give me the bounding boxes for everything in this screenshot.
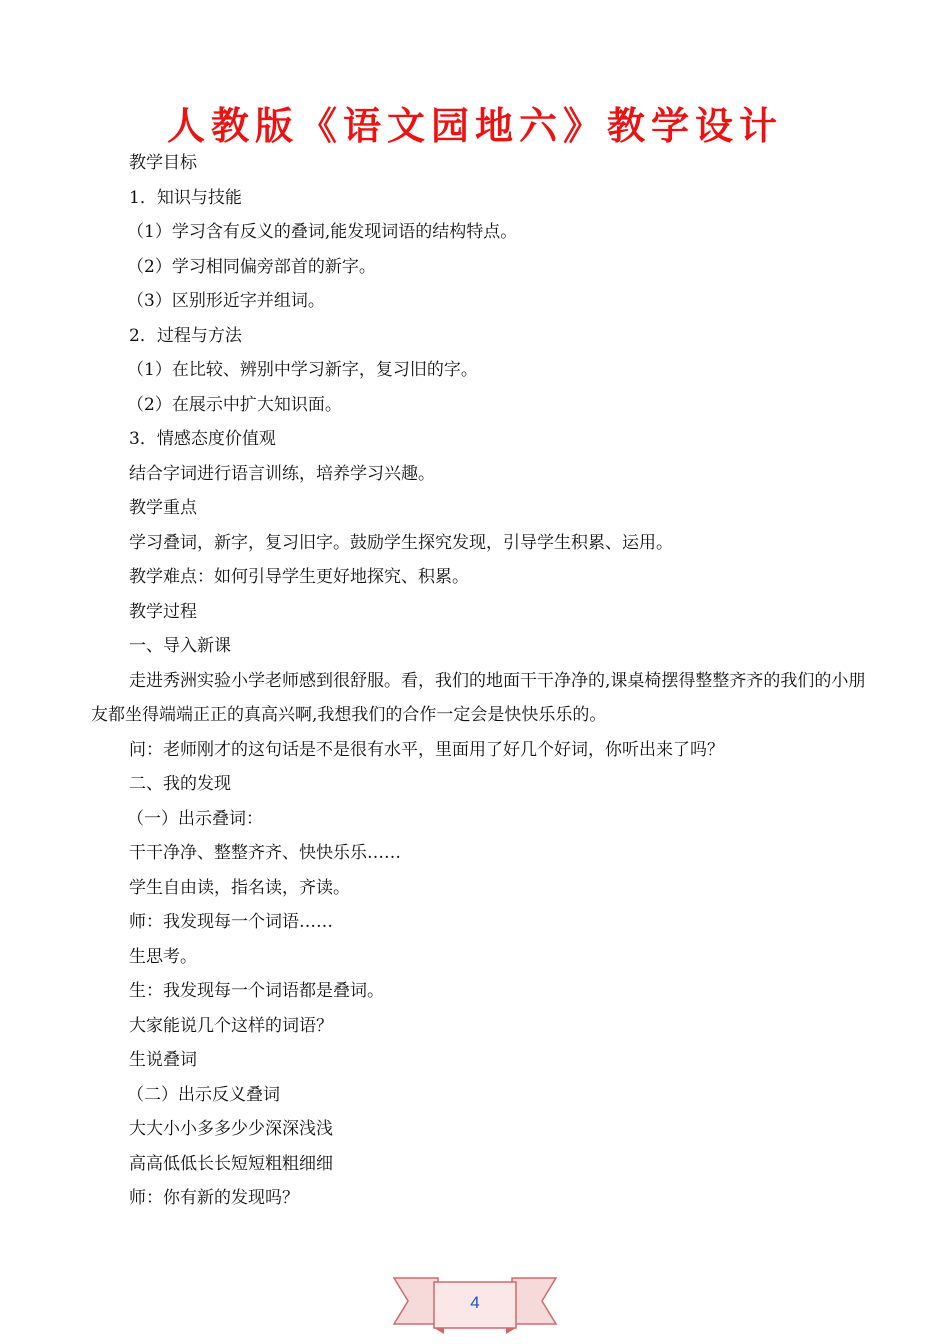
heading-teaching-goals: 教学目标 (129, 153, 197, 173)
goal-item: （1）学习含有反义的叠词,能发现词语的结构特点。 (127, 222, 518, 242)
paragraph: 结合字词进行语言训练，培养学习兴趣。 (129, 463, 435, 484)
heading-teaching-process: 教学过程 (129, 601, 197, 622)
page-number-ribbon (392, 1272, 558, 1334)
paragraph: 学习叠词，新字，复习旧字。鼓励学生探究发现，引导学生积累、运用。 (129, 532, 673, 553)
paragraph: 问：老师刚才的这句话是不是很有水平，里面用了好几个好词，你听出来了吗？ (129, 739, 724, 760)
subsection-heading: （一）出示叠词： (127, 808, 263, 829)
paragraph: 大大小小多多少少深深浅浅 (129, 1119, 333, 1139)
paragraph: 生：我发现每一个词语都是叠词。 (129, 981, 384, 1001)
heading-key-points: 教学重点 (129, 498, 197, 518)
paragraph: 师：你有新的发现吗？ (129, 1188, 299, 1208)
paragraph: 师：我发现每一个词语…… (129, 912, 333, 932)
page-number: 4 (470, 1293, 480, 1312)
paragraph: 干干净净、整整齐齐、快快乐乐…… (129, 843, 401, 863)
goal-item: （3）区别形近字并组词。 (127, 291, 325, 311)
section-heading-discovery: 二、我的发现 (129, 774, 231, 794)
goal-item: （2）学习相同偏旁部首的新字。 (127, 256, 376, 277)
goal-attitude-heading: 3．情感态度价值观 (129, 429, 276, 449)
goal-item: （1）在比较、辨别中学习新字，复习旧的字。 (127, 360, 478, 380)
paragraph: 大家能说几个这样的词语？ (129, 1015, 333, 1036)
goal-knowledge-heading: 1．知识与技能 (129, 187, 242, 208)
section-heading-intro: 一、导入新课 (129, 636, 231, 656)
paragraph: 生思考。 (129, 946, 197, 967)
paragraph: 高高低低长长短短粗粗细细 (129, 1153, 333, 1174)
subsection-heading: （二）出示反义叠词 (127, 1084, 280, 1105)
paragraph: 生说叠词 (129, 1050, 197, 1070)
paragraph: 学生自由读，指名读，齐读。 (129, 877, 350, 898)
paragraph-difficulties: 教学难点：如何引导学生更好地探究、积累。 (129, 567, 469, 587)
goal-process-heading: 2．过程与方法 (129, 325, 242, 346)
document-title: 人教版《语文园地六》教学设计 (166, 104, 783, 148)
goal-item: （2）在展示中扩大知识面。 (127, 394, 342, 415)
document-body (91, 146, 871, 1216)
paragraph-intro: 走进秀洲实验小学老师感到很舒服。看，我们的地面干干净净的,课桌椅摆得整整齐齐的我们的小朋友都坐得端端正正的真高兴啊,我想我们的合作一定会是快快乐乐的。 (91, 670, 866, 725)
